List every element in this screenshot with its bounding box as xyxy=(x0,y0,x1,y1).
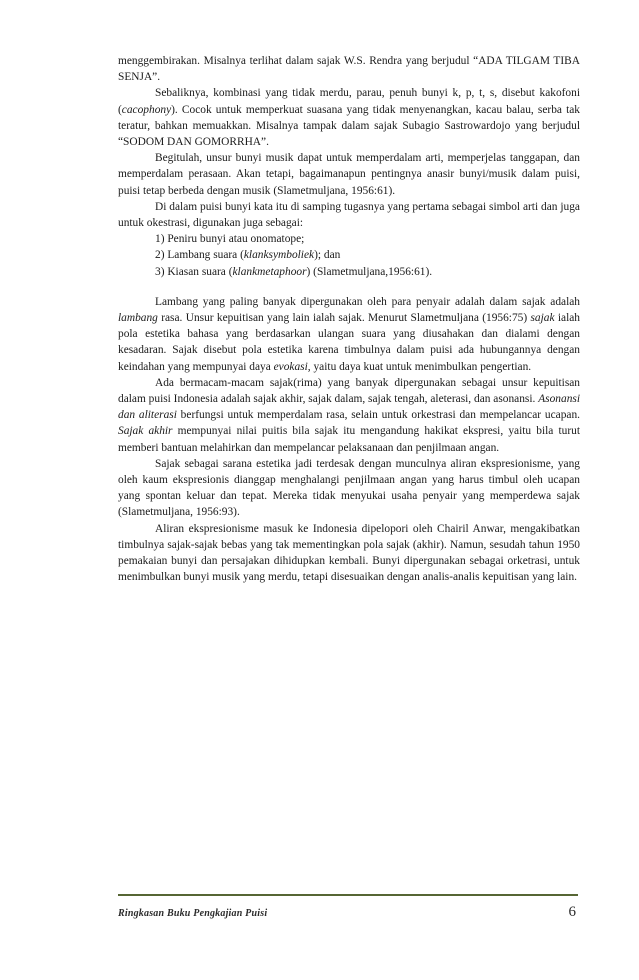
list-item xyxy=(155,264,580,280)
footer-rule xyxy=(118,894,578,896)
term-sajak: sajak xyxy=(530,312,555,325)
paragraph-6 xyxy=(118,375,580,456)
paragraph-gap xyxy=(118,280,580,294)
term-klanksymboliek: klanksymboliek xyxy=(243,249,315,262)
paragraph-2-part-b: ). Cocok untuk memperkuat suasana yang tidak menyenangkan, kacau balau, serba tak teratur, bahkan memuakkan. Misalnya tampak dalam sajak Subagio Sastrowardojo yang berjudul “SODOM DAN GOMORRHA”. xyxy=(118,103,580,149)
list-item-3-part-b: ) (Slametmuljana,1956:61). xyxy=(306,265,433,278)
paragraph-3: Begitulah, unsur bunyi musik dapat untuk memperdalam arti, memperjelas tanggapan, dan memperdalam perasaan. Akan tetapi, bagaimanapun pentingnya anasir bunyi/musik dalam puisi, puisi tetap berbeda dengan musik (Slametmuljana, 1956:61). xyxy=(118,152,580,197)
paragraph-6-part-b: berfungsi untuk memperdalam rasa, selain untuk orkestrasi dan mempelancar ucapan. xyxy=(176,409,580,422)
list-item xyxy=(155,231,580,247)
paragraph-7: Sajak sebagai sarana estetika jadi terdesak dengan munculnya aliran ekspresionisme, yang oleh kaum ekspresionis dianggap menghalangi penjilmaan angan yang harus timbul oleh ucapan yang spontan keluar dan tepat. Mereka tidak menyukai usaha penyair yang memperdewa sajak (Slametmuljana, 1956:93). xyxy=(118,457,580,519)
term-asonansi-aliterasi: Asonansi dan aliterasi xyxy=(118,393,580,422)
paragraph-4: Di dalam puisi bunyi kata itu di samping tugasnya yang pertama sebagai simbol arti dan juga untuk okestrasi, digunakan juga sebagai: xyxy=(118,200,580,230)
paragraph-5-part-d: yaitu daya kuat untuk menimbulkan pengertian. xyxy=(310,360,532,373)
list-item-1-text: 1) Peniru bunyi atau onomatope; xyxy=(155,233,305,246)
paragraph-2-part-a: Sebaliknya, kombinasi yang tidak merdu, parau, penuh bunyi k, p, t, s, disebut kakofoni ( xyxy=(118,87,580,116)
term-evokasi: evokasi, xyxy=(273,360,311,373)
page-footer xyxy=(118,894,578,934)
footer-book-title: Ringkasan Buku Pengkajian Puisi xyxy=(118,908,268,919)
list-item xyxy=(155,247,580,263)
paragraph-1: menggembirakan. Misalnya terlihat dalam sajak W.S. Rendra yang berjudul “ADA TILGAM TIBA SENJA”. xyxy=(118,55,580,84)
body-text xyxy=(118,53,580,586)
paragraph-6-part-a: Ada bermacam-macam sajak(rima) yang banyak dipergunakan sebagai unsur kepuitisan dalam puisi Indonesia adalah sajak akhir, sajak dalam, sajak tengah, aleterasi, dan asonansi. xyxy=(118,376,580,406)
list-item-3-part-a: 3) Kiasan suara ( xyxy=(155,265,233,278)
list-item-2-part-a: 2) Lambang suara ( xyxy=(155,249,244,262)
paragraph-6-part-c: mempunyai nilai puitis bila sajak itu mengandung hakikat ekspresi, yaitu bila turut memberi bantuan melahirkan dan mempelancar pelaksanaan dan penjilmaan angan. xyxy=(118,425,580,454)
term-cacophony: cacophony xyxy=(121,103,172,116)
list-item-2-part-b: ); dan xyxy=(314,249,341,262)
term-lambang: lambang xyxy=(118,312,158,325)
paragraph-5-part-b: rasa. Unsur kepuitisan yang lain ialah sajak. Menurut Slametmuljana (1956:75) xyxy=(157,312,531,325)
paragraph-8: Aliran ekspresionisme masuk ke Indonesia dipelopori oleh Chairil Anwar, mengakibatkan timbulnya sajak-sajak bebas yang tak mementingkan pola sajak (akhir). Namun, sesudah tahun 1950 pemakaian bunyi dan persajakan dihidupkan kembali. Bunyi dipergunakan sebagai orketrasi, untuk menimbulkan bunyi musik yang merdu, tetapi disesuaikan dengan analis-analis kepuitisan yang lain. xyxy=(118,522,580,584)
paragraph-2 xyxy=(118,85,580,150)
page-number: 6 xyxy=(568,904,576,920)
paragraph-5-part-c: ialah pola estetika bahasa yang berdasarkan ulangan suara yang diusahakan dan dialami dengan kesadaran. Sajak disebut pola estetika karena timbulnya dalam puisi ada hubungannya dengan keindahan yang mempunyai daya xyxy=(118,312,581,373)
term-klankmetaphoor: klankmetaphoor xyxy=(232,265,307,278)
term-sajak-akhir: Sajak akhir xyxy=(118,425,173,438)
paragraph-5 xyxy=(118,294,580,375)
numbered-list xyxy=(155,231,580,280)
paragraph-5-part-a: Lambang yang paling banyak dipergunakan oleh para penyair adalah dalam sajak adalah xyxy=(155,295,580,308)
